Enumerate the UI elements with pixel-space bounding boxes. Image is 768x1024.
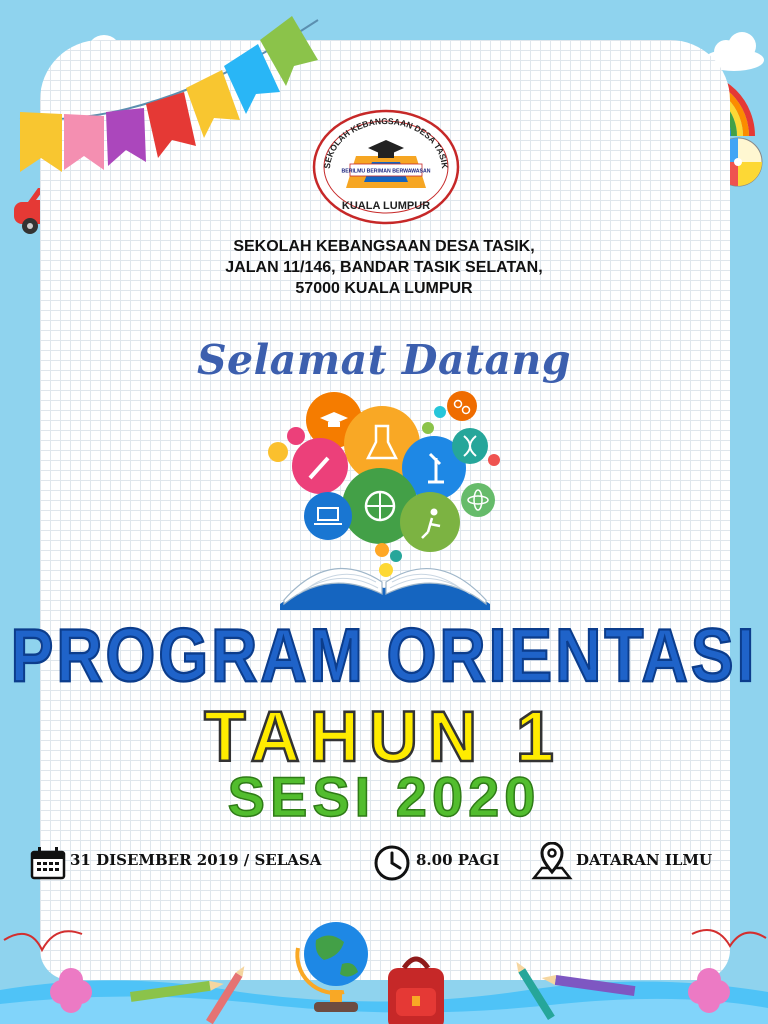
address-line-2: JALAN 11/146, BANDAR TASIK SELATAN, <box>225 259 543 276</box>
logo-arc-text: SEKOLAH KEBANGSAAN DESA TASIK <box>321 115 451 170</box>
laptop-icon <box>304 492 352 540</box>
event-time: 8.00 PAGI <box>416 851 500 869</box>
title-sesi-2020: SESI 2020 <box>227 765 541 828</box>
map-pin-icon <box>530 842 574 882</box>
globe-icon <box>297 922 368 1012</box>
school-bag-icon <box>388 959 444 1024</box>
left-open-book-outline <box>4 931 82 950</box>
clock-icon <box>372 844 412 882</box>
calendar-icon <box>30 846 66 880</box>
address-line-3: 57000 KUALA LUMPUR <box>295 280 473 297</box>
bunting-flags <box>0 0 340 200</box>
science-bubbles <box>268 391 500 577</box>
title-tahun-1: TAHUN 1 <box>204 697 564 777</box>
title-program-orientasi: PROGRAM ORIENTASI <box>10 612 758 698</box>
event-venue: DATARAN ILMU <box>576 851 713 869</box>
bottom-decorations <box>0 880 768 1024</box>
logo-motto: BERILMU BERIMAN BERWAWASAN <box>341 168 431 175</box>
right-open-book-outline <box>692 930 766 946</box>
logo-bottom-text: KUALA LUMPUR <box>341 200 431 212</box>
education-illustration <box>258 388 510 614</box>
scissors-icon <box>447 391 477 421</box>
school-address <box>134 236 634 299</box>
atom-icon <box>461 483 495 517</box>
school-logo <box>312 108 460 226</box>
event-date: 31 DISEMBER 2019 / SELASA <box>70 851 322 869</box>
address-line-1: SEKOLAH KEBANGSAAN DESA TASIK, <box>233 238 535 255</box>
welcome-heading: Selamat Datang <box>196 336 572 384</box>
